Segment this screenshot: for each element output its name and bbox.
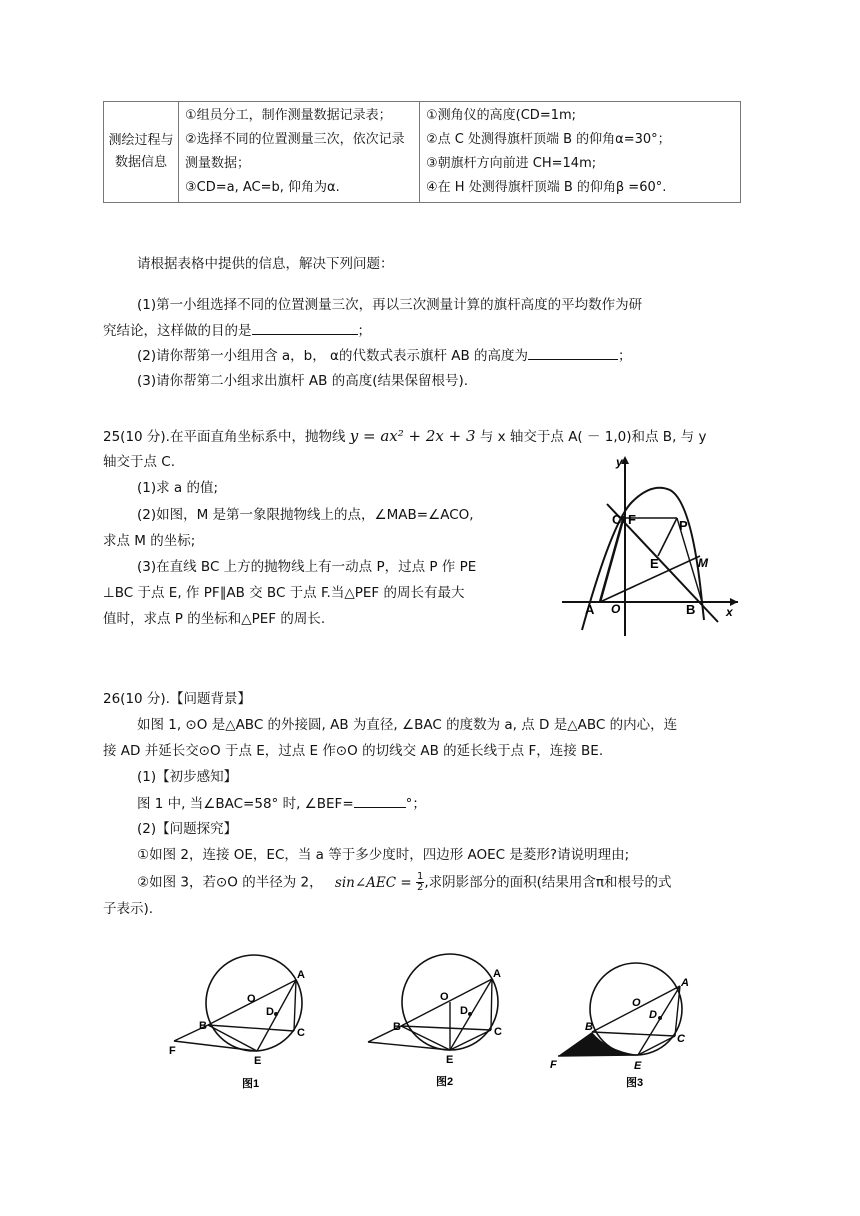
q25-part3-line3: 值时，求点 P 的坐标和△PEF 的周长. [103,611,326,627]
data-item: ①测角仪的高度(CD=1m; [426,108,577,123]
point-d [658,1016,662,1020]
table-label: 测绘过程与数据信息 [108,133,174,170]
label-a: A [493,968,501,980]
figure-2 [364,944,514,1089]
q25-part2-line2: 求点 M 的坐标; [103,533,196,549]
label-o: O [611,602,621,616]
q26-sub2-title: (2)【问题探究】 [137,821,238,837]
label-e: E [650,556,659,571]
tangent-fe [174,1041,257,1051]
label-e: E [254,1055,262,1067]
label-d: D [649,1009,657,1021]
q26-sub1-text: 图 1 中, 当∠BAC=58° 时, ∠BEF= [137,796,354,812]
label-b: B [585,1021,593,1033]
survey-table [103,101,741,203]
label-o: O [440,991,449,1003]
data-item: ③朝旗杆方向前进 CH=14m; [426,156,597,171]
fraction-denominator: 2 [416,882,424,893]
answer-blank[interactable] [528,345,618,360]
answer-blank[interactable] [252,320,358,335]
q26-sub1-end: °； [405,796,426,812]
q24-part2-end: ； [618,348,632,364]
process-item: ②选择不同的位置测量三次，依次记录测量数据； [185,132,405,171]
q25-part3-line1: (3)在直线 BC 上方的抛物线上有一动点 P，过点 P 作 PE [137,559,477,575]
fraction-numerator: 1 [416,871,424,882]
figure-1-caption: 图1 [242,1078,260,1090]
chord-ac [294,980,296,1031]
q24-part1-text: 究结论，这样做的目的是 [103,323,252,339]
process-item: ③CD=a, AC=b, 仰角为α. [185,180,340,195]
label-b: B [686,602,696,617]
q26-line2: 接 AD 并延长交⊙O 于点 E，过点 E 作⊙O 的切线交 AB 的延长线于点 F，连接 BE. [103,743,604,759]
label-e: E [634,1060,642,1072]
q24-part3: (3)请你帮第二小组求出旗杆 AB 的高度(结果保留根号). [137,373,469,389]
line-pe [658,518,677,556]
label-a: A [681,977,689,989]
figure-2-caption: 图2 [436,1076,454,1088]
label-y: y [616,455,623,469]
q24-intro: 请根据表格中提供的信息，解决下列问题： [137,256,394,272]
q25-part3-line2: ⊥BC 于点 E, 作 PF∥AB 交 BC 于点 F.当△PEF 的周长有最大 [103,585,465,601]
figure-3 [548,956,708,1091]
table-row [104,102,741,203]
label-f: F [628,512,636,527]
q26-sub1-question [137,793,426,814]
q26-sub1-title: (1)【初步感知】 [137,769,238,785]
figure-1 [164,948,324,1093]
q26-sub2-c: 子表示). [103,901,154,917]
q25-head-text: 25(10 分).在平面直角坐标系中，抛物线 [103,429,346,445]
answer-blank[interactable] [354,793,406,808]
table-data-cell [420,102,741,203]
label-b: B [199,1020,207,1032]
label-c: C [677,1033,685,1045]
data-item: ④在 H 处测得旗杆顶端 B 的仰角β =60°. [426,180,667,195]
q26-line1: 如图 1, ⊙O 是△ABC 的外接圆, AB 为直径, ∠BAC 的度数为 a, 点 D 是△ABC 的内心，连 [137,717,678,733]
q26-sub2-b-post: ,求阴影部分的面积(结果用含π和根号的式 [424,874,672,891]
label-o: O [632,997,641,1009]
q26-header: 26(10 分).【问题背景】 [103,691,251,707]
label-x: x [726,605,733,619]
figure-3-caption: 图3 [626,1077,644,1089]
chord-bc [592,1032,675,1036]
label-c: C [297,1027,305,1039]
q25-part2-line1: (2)如图，M 是第一象限抛物线上的点，∠MAB=∠ACO, [137,507,474,523]
q26-sub2-a: ①如图 2，连接 OE，EC，当 a 等于多少度时，四边形 AOEC 是菱形?请说明理由; [137,847,630,863]
parabola-formula: y = ax² + 2x + 3 [349,427,476,445]
label-b: B [393,1021,401,1033]
label-e: E [446,1054,454,1066]
chord-ac [491,979,492,1030]
q24-part1-line1: (1)第一小组选择不同的位置测量三次，再以三次测量计算的旗杆高度的平均数作为研 [137,297,643,313]
q24-part1-line2 [103,320,371,341]
label-d: D [266,1006,274,1018]
label-c: C [494,1026,502,1038]
label-d: D [460,1005,468,1017]
sin-expression: sin∠AEC = [334,874,412,891]
chord-be [208,1025,257,1051]
label-o: O [247,993,256,1005]
label-m: M [698,556,708,570]
data-item: ②点 C 处测得旗杆顶端 B 的仰角α=30°； [426,132,671,147]
q25-line2: 轴交于点 C. [103,454,176,470]
q25-header [103,426,706,447]
q26-sub2-b [137,872,672,893]
label-f: F [169,1045,176,1057]
label-c: C [612,512,622,527]
label-p: P [679,518,688,533]
label-a: A [585,602,595,617]
parabola-figure [552,452,742,638]
chord-bc [401,1026,491,1030]
q26-sub2-b-text: ②如图 3，若⊙O 的半径为 2， [137,874,323,891]
q25-head-end: 与 x 轴交于点 A( － 1,0)和点 B, 与 y [479,429,707,445]
table-process-cell [179,102,420,203]
label-a: A [297,969,305,981]
point-d [274,1012,278,1016]
q25-part1: (1)求 a 的值; [137,480,219,496]
q24-part2-text: (2)请你帮第一小组用含 a，b， α的代数式表示旗杆 AB 的高度为 [137,348,529,364]
table-label-cell [104,102,179,203]
tangent-fe [558,1055,638,1056]
label-f: F [550,1059,557,1071]
point-d [468,1012,472,1016]
chord-bc [208,1025,294,1031]
q24-part1-end: ； [357,323,371,339]
q24-part2 [137,345,632,366]
process-item: ①组员分工，制作测量数据记录表； [185,108,392,123]
